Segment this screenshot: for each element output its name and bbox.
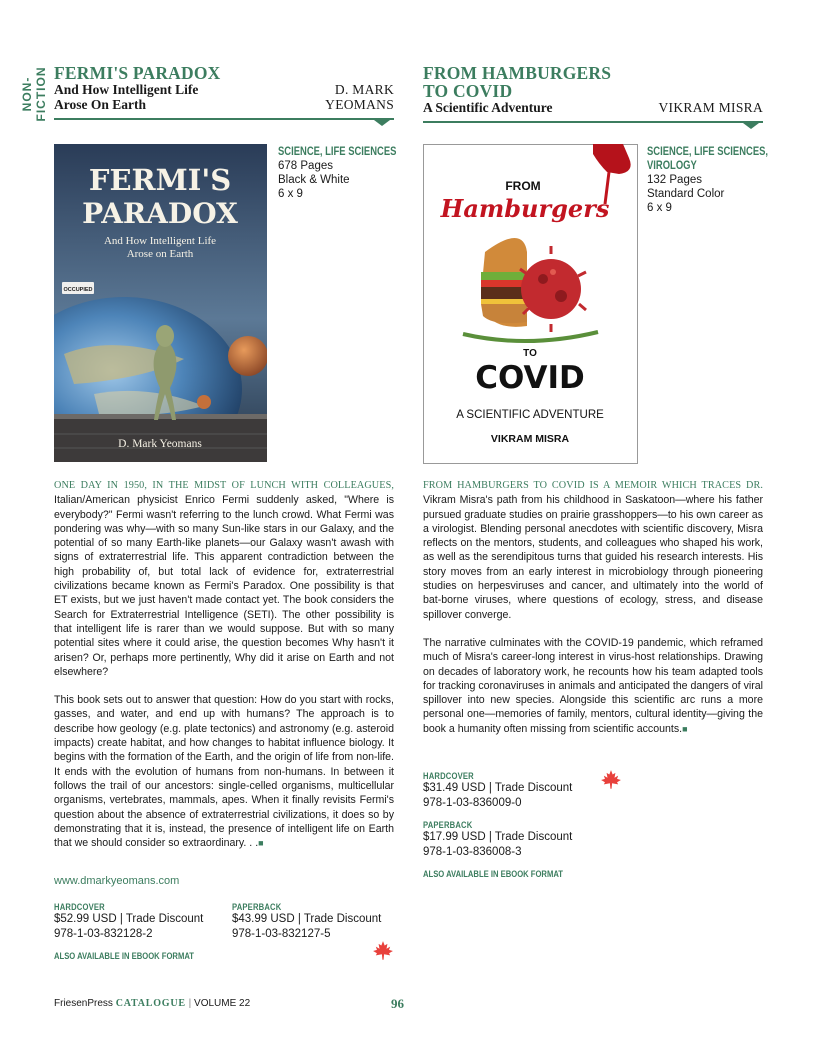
price-text: $52.99 USD | Trade Discount [54,913,204,925]
author-website-link[interactable]: www.dmarkyeomans.com [54,875,180,887]
book-category-line: SCIENCE, LIFE SCIENCES, [647,146,769,158]
book-title: FERMI'S PARADOX [54,63,221,83]
maple-leaf-icon [600,769,622,791]
cover-title-line: FERMI'S [88,163,232,197]
book-category-line: VIROLOGY [647,160,697,172]
book-cover-from-hamburgers-to-covid [423,144,638,464]
cover-author: VIKRAM MISRA [490,433,570,445]
description-text: This book sets out to answer that question: How do you start with rocks, gasses, and water, and end up with humans? The approach is to describe how geology (e.g. plate tectonics) and astronomy (e.g. asteroid impacts) create habitat, and how changes to habitat influence biology. It begins with the formation of the Earth, and the origin of life from non-life. It ends with the evolution of humans from non-humans. In between it follows the trail of our ancestors: single-celled organisms, multicellular organisms, vertebrates, mammals, apes. When it finally revisits Fermi's question about the absence of extraterrestrial civilizations, it does so by demonstrating that it is, instead, the presence of intelligent life on Earth that we should consider so extraordinary. . . [54,694,394,850]
cover-subtitle-line: Arose on Earth [126,248,194,260]
book-cover-fermis-paradox [54,144,267,462]
trim-size: 6 x 9 [278,188,303,200]
format-label: PAPERBACK [423,820,473,830]
book-subtitle: A Scientific Adventure [423,100,553,115]
isbn-text: 978-1-03-836008-3 [423,846,522,858]
section-tab [20,48,48,132]
cover-covid: COVID [475,360,585,396]
description-lead: FROM HAMBURGERS TO COVID IS A MEMOIR WHICH TRACES DR. [423,480,763,491]
print-color: Black & White [278,174,350,186]
volume-label: VOLUME 22 [194,998,251,1009]
price-text: $17.99 USD | Trade Discount [423,831,573,843]
price-text: $43.99 USD | Trade Discount [232,913,382,925]
ebook-note: ALSO AVAILABLE IN EBOOK FORMAT [423,869,563,879]
description-lead: ONE DAY IN 1950, IN THE MIDST OF LUNCH WITH COLLEAGUES, [54,480,394,491]
book-description [423,478,763,750]
section-tab-label: NON-FICTION [20,66,48,122]
page-count: 132 Pages [647,174,702,186]
hardcover-block [54,902,229,942]
cover-author: D. Mark Yeomans [118,438,202,450]
author-name-line: YEOMANS [325,97,394,112]
book-specs [278,145,422,201]
end-mark-icon: ■ [258,838,264,849]
description-paragraph [54,478,394,679]
hardcover-block [423,771,623,811]
description-paragraph [54,693,394,850]
subtitle-block [54,82,198,112]
print-color: Standard Color [647,188,725,200]
page-count: 678 Pages [278,160,333,172]
page-number: 96 [391,996,404,1011]
book-specs [647,145,795,215]
maple-leaf-icon [372,940,394,962]
author-name: VIKRAM MISRA [658,100,763,115]
paperback-block [423,820,623,860]
cover-from: FROM [505,179,541,193]
ebook-note: ALSO AVAILABLE IN EBOOK FORMAT [54,951,194,961]
isbn-text: 978-1-03-832127-5 [232,928,331,940]
book-subtitle-line: And How Intelligent Life [54,82,199,97]
isbn-text: 978-1-03-836009-0 [423,797,522,809]
price-text: $31.49 USD | Trade Discount [423,782,573,794]
right-book-header [423,64,763,125]
book-description [54,478,394,864]
title-subtitle-block [423,82,553,115]
format-label: HARDCOVER [423,771,474,781]
catalogue-word: CATALOGUE [115,998,186,1009]
description-paragraph [423,636,763,736]
cover-title-line: PARADOX [82,197,238,230]
end-mark-icon: ■ [682,723,688,734]
cover-subtitle-line: And How Intelligent Life [103,235,217,247]
paperback-block [232,902,397,942]
book-subtitle-line: Arose On Earth [54,97,147,112]
publisher-name: FriesenPress [54,998,113,1009]
book-category: SCIENCE, LIFE SCIENCES [278,146,397,158]
description-text: Vikram Misra's path from his childhood in Saskatoon—where his father pursued graduate studies on prairie grasshoppers—to his own career as a virologist. Blending personal anecdotes with scientific discovery, Misra reflects on the mentors, students, and colleagues who shaped his work, as well as the serendipitous turns that guided his research interests. His story moves from an early interest in microbiology through pioneering studies on herpesviruses and cancer, and ultimately into the world of bat-borne viruses, where questions of ecology, stress, and disease spillover converge. [423,494,763,621]
book-title-line: FROM HAMBURGERS [423,63,612,83]
catalogue-footer [54,998,250,1009]
book-title-line: TO COVID [423,81,513,101]
author-name-line: D. MARK [334,82,394,97]
description-paragraph [423,478,763,622]
subtitle-author-row [54,82,394,112]
header-rule [423,121,763,125]
footer-separator: | [188,998,192,1009]
subtitle-author-row [423,82,763,115]
description-text: Italian/American physicist Enrico Fermi suddenly asked, "Where is everybody?" Fermi wasn't referring to the lunch crowd. What Fermi was pondering was why—with so many Sun-like stars in our Galaxy, and the potential of so many Earth-like planets—our Galaxy wasn't awash with signs of extraterrestrial life. This apparent contradiction between the high probability of, but total lack of evidence for, extraterrestrial civilizations became known as Fermi's Paradox. One possibility is that ET exists, but we just haven't made contact yet. The book considers the Search for Extraterrestrial Intelligence (SETI). The other possibility is that intelligent life is rarer than we would suppose. But with so many potential sites where it could arise, the question becomes Why hasn't it arisen? Or, perhaps more pertinently, Why did it arise on Earth and not elsewhere? [54,494,394,678]
format-label: PAPERBACK [232,902,282,912]
cover-tagline: A SCIENTIFIC ADVENTURE [456,409,604,421]
author-block [325,82,394,112]
cover-to: TO [523,348,537,359]
trim-size: 6 x 9 [647,202,672,214]
cover-hamburgers: Hamburgers [440,194,610,223]
left-book-header [54,64,394,122]
header-rule [54,118,394,122]
format-label: HARDCOVER [54,902,105,912]
description-text: The narrative culminates with the COVID-19 pandemic, which reframed much of Misra's career-long interest in virus-host relationships. Drawing on decades of laboratory work, he recounts how his team adapted tools for tracking coronaviruses in animals and anticipated the dangers of viral spillover into new species. Alongside this scientific arc runs a more personal one—memories of family, mentors, cultural identity—giving the book a humanity often missing from scientific accounts. [423,636,763,735]
cover-sign-text: OCCUPIED [63,287,93,293]
isbn-text: 978-1-03-832128-2 [54,928,153,940]
